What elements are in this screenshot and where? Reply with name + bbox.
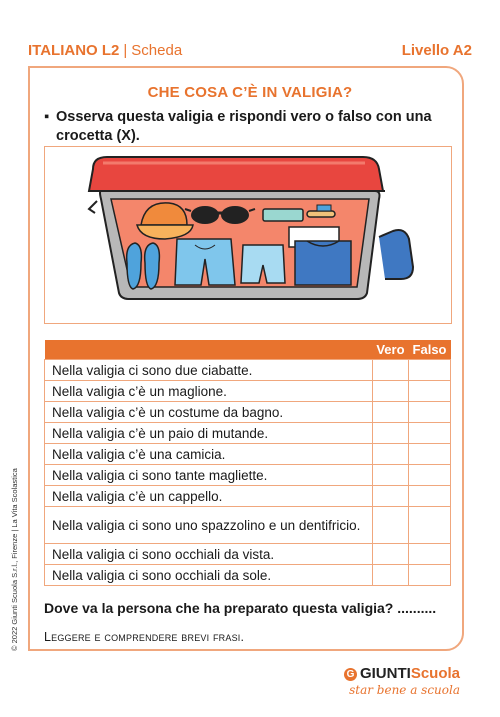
table-row bbox=[45, 381, 451, 402]
level-label: Livello A2 bbox=[401, 42, 472, 59]
falso-checkbox[interactable] bbox=[409, 444, 451, 465]
header-vero: Vero bbox=[372, 340, 408, 360]
table-row bbox=[45, 544, 451, 565]
header-subject bbox=[28, 42, 182, 59]
falso-checkbox[interactable] bbox=[409, 465, 451, 486]
table-row bbox=[45, 486, 451, 507]
true-false-table bbox=[44, 340, 451, 586]
logo-brand: GIUNTI bbox=[359, 665, 411, 682]
table-row bbox=[45, 565, 451, 586]
vero-checkbox[interactable] bbox=[372, 360, 408, 381]
statement: Nella valigia ci sono tante magliette. bbox=[45, 465, 373, 486]
statement: Nella valigia ci sono occhiali da sole. bbox=[45, 565, 373, 586]
falso-checkbox[interactable] bbox=[409, 565, 451, 586]
instruction bbox=[44, 108, 454, 146]
falso-checkbox[interactable] bbox=[409, 486, 451, 507]
statement: Nella valigia c’è un paio di mutande. bbox=[45, 423, 373, 444]
table-header-row bbox=[45, 340, 451, 360]
falso-checkbox[interactable] bbox=[409, 360, 451, 381]
statement: Nella valigia c’è una camicia. bbox=[45, 444, 373, 465]
header-falso: Falso bbox=[409, 340, 451, 360]
falso-checkbox[interactable] bbox=[409, 381, 451, 402]
statement: Nella valigia c’è un cappello. bbox=[45, 486, 373, 507]
toothpaste-icon bbox=[263, 209, 303, 221]
statement: Nella valigia c’è un costume da bagno. bbox=[45, 402, 373, 423]
table-row bbox=[45, 465, 451, 486]
vero-checkbox[interactable] bbox=[372, 423, 408, 444]
vero-checkbox[interactable] bbox=[372, 402, 408, 423]
header-separator: | bbox=[123, 42, 128, 59]
table-row bbox=[45, 444, 451, 465]
falso-checkbox[interactable] bbox=[409, 423, 451, 444]
header-statement bbox=[45, 340, 373, 360]
statement: Nella valigia ci sono occhiali da vista. bbox=[45, 544, 373, 565]
bullet-icon: ▪ bbox=[44, 109, 50, 125]
sheet-label: Scheda bbox=[131, 42, 183, 59]
table-row bbox=[45, 507, 451, 544]
table-row bbox=[45, 402, 451, 423]
suitcase-illustration bbox=[44, 146, 452, 324]
statement: Nella valigia c’è un maglione. bbox=[45, 381, 373, 402]
page-title: CHE COSA C’È IN VALIGIA? bbox=[147, 84, 353, 101]
falso-checkbox[interactable] bbox=[409, 402, 451, 423]
vero-checkbox[interactable] bbox=[372, 444, 408, 465]
subject-label: ITALIANO L2 bbox=[28, 42, 120, 59]
vero-checkbox[interactable] bbox=[372, 465, 408, 486]
giunti-logo bbox=[344, 665, 460, 697]
vero-checkbox[interactable] bbox=[372, 544, 408, 565]
statement: Nella valigia ci sono due ciabatte. bbox=[45, 360, 373, 381]
table-row bbox=[45, 360, 451, 381]
logo-tagline: star bene a scuola bbox=[349, 683, 460, 697]
vero-checkbox[interactable] bbox=[372, 565, 408, 586]
vero-checkbox[interactable] bbox=[372, 486, 408, 507]
suitcase-icon bbox=[45, 147, 451, 323]
logo-brand-scuola: Scuola bbox=[410, 665, 460, 682]
open-question: Dove va la persona che ha preparato questa valigia? .......... bbox=[44, 600, 437, 616]
vero-checkbox[interactable] bbox=[372, 381, 408, 402]
logo-g-icon: G bbox=[344, 668, 357, 681]
copyright-notice: © 2022 Giunti Scuola S.r.l., Firenze | La Vita Scolastica bbox=[10, 468, 19, 651]
falso-checkbox[interactable] bbox=[409, 544, 451, 565]
skill-label: Leggere e comprendere brevi frasi. bbox=[44, 630, 245, 644]
vero-checkbox[interactable] bbox=[372, 507, 408, 544]
instruction-text: Osserva questa valigia e rispondi vero o falso con una crocetta (X). bbox=[56, 109, 432, 144]
table-row bbox=[45, 423, 451, 444]
falso-checkbox[interactable] bbox=[409, 507, 451, 544]
statement: Nella valigia ci sono uno spazzolino e un dentifricio. bbox=[45, 507, 373, 544]
